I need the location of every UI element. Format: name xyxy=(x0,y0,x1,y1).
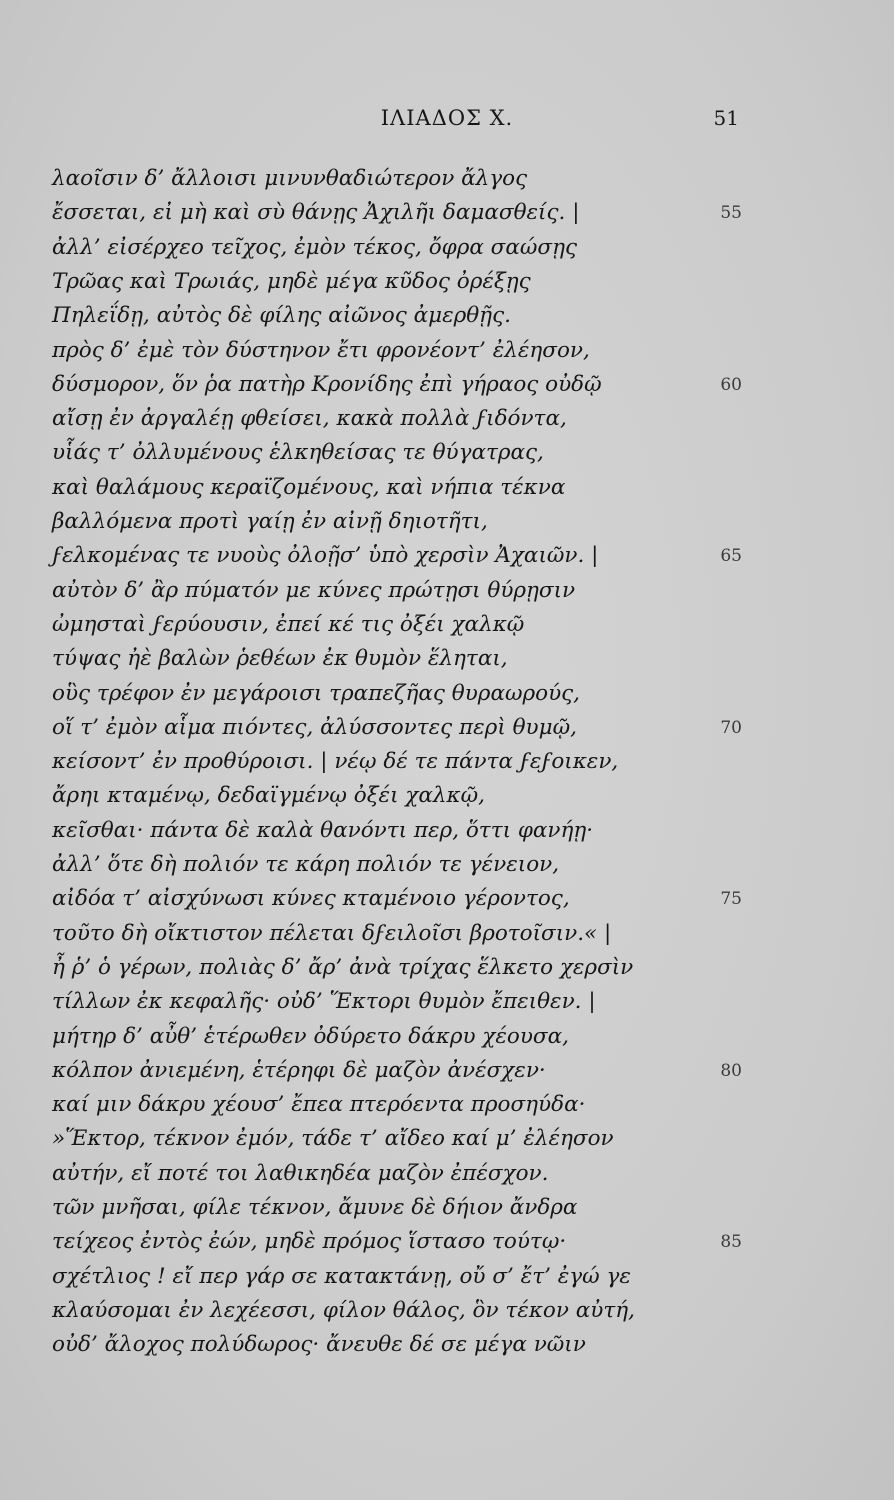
verse-line: κόλπον ἀνιεμένη, ἑτέρηφι δὲ μαζὸν ἀνέσχεν· xyxy=(52,1057,546,1083)
verse-line: ἀλλ’ ὅτε δὴ πολιόν τε κάρη πολιόν τε γένειον, xyxy=(52,852,560,877)
verse-line: τίλλων ἐκ κεφαλῆς· οὐδ’ Ἕκτορι θυμὸν ἔπειθεν. | xyxy=(52,989,596,1015)
verse-line: υἷάς τ’ ὀλλυμένους ἑλκηθείσας τε θύγατρας, xyxy=(52,440,544,466)
verse-line: κεῖσθαι· πάντα δὲ καλὰ θανόντι περ, ὅττι φανήῃ· xyxy=(52,817,594,843)
line-number: 80 xyxy=(720,1060,742,1081)
line-number: 70 xyxy=(720,717,742,738)
verse-line: οὐδ’ ἄλοχος πολύδωρος· ἄνευθε δέ σε μέγα νῶιν xyxy=(52,1332,586,1358)
verse-line: αὐτὸν δ’ ἂρ πύματόν με κύνες πρώτῃσι θύρῃσιν xyxy=(52,577,576,603)
verse-line: οἵ τ’ ἐμὸν αἷμα πιόντες, ἀλύσσοντες περὶ θυμῷ, xyxy=(52,714,577,740)
verse-line: λαοῖσιν δ’ ἄλλοισι μινυνθαδιώτερον ἄλγος xyxy=(52,166,528,191)
page-number: 51 xyxy=(713,106,739,130)
verse-line: ἦ ῥ’ ὁ γέρων, πολιὰς δ’ ἄρ’ ἀνὰ τρίχας ἕλκετο χερσὶν xyxy=(52,954,634,980)
verse-line: Πηλεΐδῃ, αὐτὸς δὲ φίλης αἰῶνος ἀμερθῇς. xyxy=(52,303,511,329)
verse-line: πρὸς δ’ ἐμὲ τὸν δύστηνον ἔτι φρονέοντ’ ἐλέησον, xyxy=(52,337,590,363)
line-number: 60 xyxy=(720,374,742,395)
running-header-title: ΙΛΙΑΔΟΣ Χ. xyxy=(380,106,514,130)
verse-line: ἔσσεται, εἰ μὴ καὶ σὺ θάνῃς Ἀχιλῆι δαμασθείς. | xyxy=(52,200,580,226)
verse-line: τῶν μνῆσαι, φίλε τέκνον, ἄμυνε δὲ δήιον ἄνδρα xyxy=(52,1195,578,1220)
verse-line: τύψας ἠὲ βαλὼν ῥεθέων ἐκ θυμὸν ἕληται, xyxy=(52,646,508,672)
verse-line: τοῦτο δὴ οἴκτιστον πέλεται δϝειλοῖσι βροτοῖσιν.« | xyxy=(52,920,612,946)
verse-line: καί μιν δάκρυ χέουσ’ ἔπεα πτερόεντα προσηύδα· xyxy=(52,1092,586,1118)
verse-line: οὓς τρέφον ἐν μεγάροισι τραπεζῆας θυραωρούς, xyxy=(52,680,581,706)
verse-line: δύσμορον, ὅν ῥα πατὴρ Κρονίδης ἐπὶ γήραος οὐδῷ xyxy=(52,371,602,397)
verse-line: ϝελκομένας τε νυοὺς ὀλοῇσ’ ὑπὸ χερσὶν Ἀχαιῶν. | xyxy=(52,543,599,569)
line-number: 55 xyxy=(720,203,742,224)
verse-line: μήτηρ δ’ αὖθ’ ἑτέρωθεν ὀδύρετο δάκρυ χέουσα, xyxy=(52,1023,569,1049)
verse-line: Τρῶας καὶ Τρωιάς, μηδὲ μέγα κῦδος ὀρέξῃς xyxy=(52,268,531,294)
verse-line: αὐτήν, εἴ ποτέ τοι λαθικηδέα μαζὸν ἐπέσχον. xyxy=(52,1160,549,1186)
verse-line: κείσοντ’ ἐν προθύροισι. | νέῳ δέ τε πάντα ϝεϝοικεν, xyxy=(52,749,619,775)
verse-line: ἄρηι κταμένῳ, δεδαϊγμένῳ ὀξέι χαλκῷ, xyxy=(52,783,485,809)
verse-line: σχέτλιος ! εἴ περ γάρ σε κατακτάνῃ, οὔ σ’ ἔτ’ ἐγώ γε xyxy=(52,1263,631,1289)
verse-line: βαλλόμενα προτὶ γαίῃ ἐν αἰνῇ δηιοτῆτι, xyxy=(52,509,488,534)
verse-line: ἀλλ’ εἰσέρχεο τεῖχος, ἐμὸν τέκος, ὄφρα σαώσῃς xyxy=(52,234,578,260)
line-number: 85 xyxy=(720,1232,742,1253)
verse-line: αἴσῃ ἐν ἀργαλέῃ φθείσει, κακὰ πολλὰ ϝιδόντα, xyxy=(52,406,567,432)
line-number: 65 xyxy=(720,546,742,567)
verse-line: »Ἕκτορ, τέκνον ἐμόν, τάδε τ’ αἴδεο καί μ’ ἐλέησον xyxy=(52,1126,614,1152)
verse-line: τείχεος ἐντὸς ἐών, μηδὲ πρόμος ἵστασο τούτῳ· xyxy=(52,1229,567,1255)
verse-line: αἰδόα τ’ αἰσχύνωσι κύνες κταμένοιο γέροντος, xyxy=(52,886,570,912)
verse-line: κλαύσομαι ἐν λεχέεσσι, φίλον θάλος, ὃν τέκον αὐτή, xyxy=(52,1297,635,1323)
verse-line: καὶ θαλάμους κεραϊζομένους, καὶ νήπια τέκνα xyxy=(52,474,566,500)
line-number: 75 xyxy=(720,889,742,910)
verse-line: ὠμησταὶ ϝερύουσιν, ἐπεί κέ τις ὀξέι χαλκῷ xyxy=(52,611,525,637)
